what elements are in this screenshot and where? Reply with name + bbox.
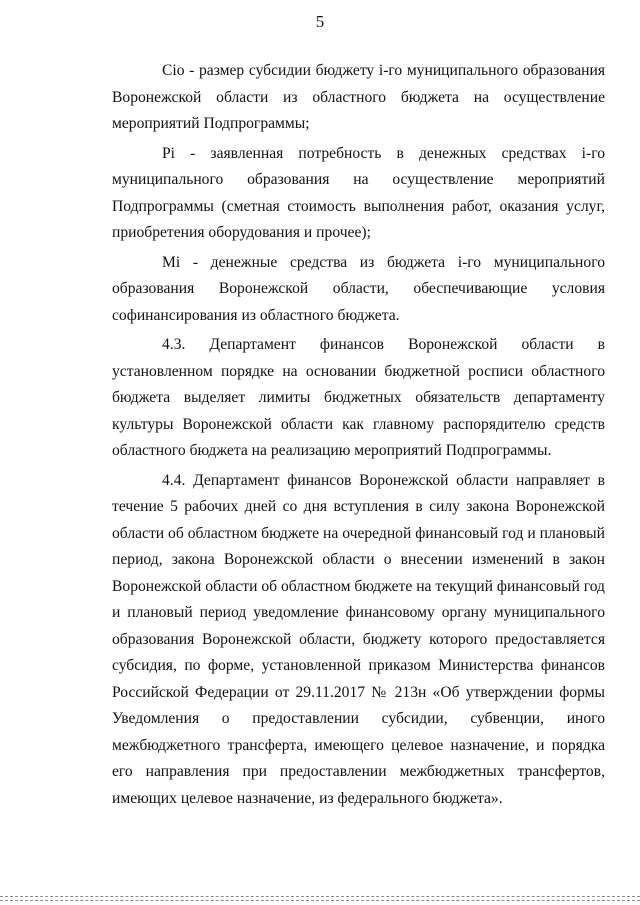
paragraph-mi-definition: Mi - денежные средства из бюджета i-го муниципального образования Воронежской области, обеспечивающие условия софинансирования из областного бюджета. (112, 253, 605, 324)
footer-rule-top (0, 896, 640, 897)
paragraph-cio-definition: Cio - размер субсидии бюджету i-го муниципального образования Воронежской области из областного бюджета на осуществление мероприятий Подпрограммы; (112, 62, 605, 132)
document-body (112, 58, 605, 812)
footer-rule-bottom (0, 900, 640, 901)
paragraph-section-4-3: 4.3. Департамент финансов Воронежской области в установленном порядке на основании бюджетной росписи областного бюджета выделяет лимиты бюджетных обязательств департаменту культуры Воронежской области как главному распорядителю средств областного бюджета на реализацию мероприятий Подпрограммы. (112, 336, 605, 459)
page-number: 5 (315, 12, 325, 31)
paragraph-pi-definition: Pi - заявленная потребность в денежных средствах i-го муниципального образования на осуществление мероприятий Подпрограммы (сметная стоимость выполнения работ, оказания услуг, приобретения оборудования и прочее); (112, 144, 605, 241)
paragraph-section-4-4: 4.4. Департамент финансов Воронежской области направляет в течение 5 рабочих дней со дня вступления в силу закона Воронежской области об областном бюджете на очередной финансовый год и плановый период, закона Воронежской области о внесении изменений в закон Воронежской области об областном бюджете на текущий финансовый год и плановый период уведомление финансовому органу муниципального образования Воронежской области, бюджету которого предоставляется субсидия, по форме, установленной приказом Министерства финансов Российской Федерации от 29.11.2017 № 213н «Об утверждении формы Уведомления о предоставлении субсидии, субвенции, иного межбюджетного трансферта, имеющего целевое назначение, и порядка его направления при предоставлении межбюджетных трансфертов, имеющих целевое назначение, из федерального бюджета». (112, 471, 605, 807)
